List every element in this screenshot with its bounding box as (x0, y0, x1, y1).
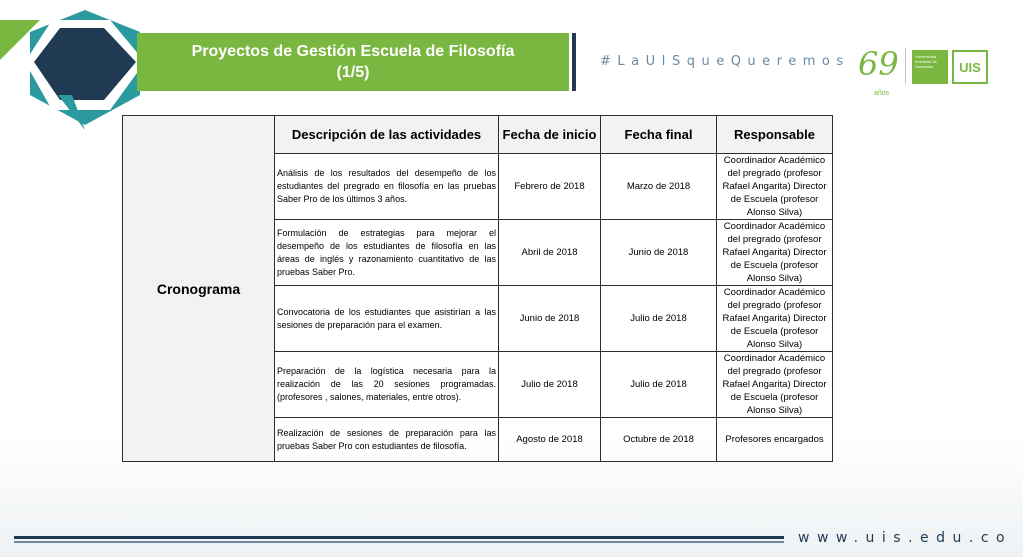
header-end-date: Fecha final (601, 116, 717, 154)
footer-line-dark (14, 536, 784, 539)
title-accent-bar (572, 33, 576, 91)
row-start-date: Junio de 2018 (499, 286, 601, 352)
row-end-date: Julio de 2018 (601, 286, 717, 352)
schedule-table-container (122, 115, 833, 462)
row-description: Preparación de la logística necesaria para la realización de las 20 sesiones programadas. (profesores , salones, materiales, entre otros). (275, 352, 499, 418)
university-name-logo: Universidad Industrial de Santander (912, 50, 948, 84)
row-responsible: Coordinador Académico del pregrado (profesor Rafael Angarita) Director de Escuela (profesor Alonso Silva) (717, 154, 833, 220)
hashtag-text: #LaUISqueQueremos (600, 54, 850, 69)
row-responsible: Coordinador Académico del pregrado (profesor Rafael Angarita) Director de Escuela (profesor Alonso Silva) (717, 352, 833, 418)
row-description: Realización de sesiones de preparación para las pruebas Saber Pro con estudiantes de filosofía. (275, 418, 499, 462)
header-description: Descripción de las actividades (275, 116, 499, 154)
row-start-date: Agosto de 2018 (499, 418, 601, 462)
uis-logo: UIS (952, 50, 988, 84)
footer-url: www.uis.edu.co (798, 530, 1013, 546)
row-end-date: Junio de 2018 (601, 220, 717, 286)
cronograma-label: Cronograma (123, 116, 275, 462)
row-responsible: Coordinador Académico del pregrado (profesor Rafael Angarita) Director de Escuela (profesor Alonso Silva) (717, 220, 833, 286)
row-responsible: Coordinador Académico del pregrado (profesor Rafael Angarita) Director de Escuela (profesor Alonso Silva) (717, 286, 833, 352)
header-responsible: Responsable (717, 116, 833, 154)
row-responsible: Profesores encargados (717, 418, 833, 462)
footer-line-light (14, 541, 784, 543)
row-description: Formulación de estrategias para mejorar el desempeño de los estudiantes de filosofía en las áreas de inglés y razonamiento cuantitativo de las pruebas Saber Pro. (275, 220, 499, 286)
anniversary-number: 69 (858, 45, 899, 83)
row-start-date: Febrero de 2018 (499, 154, 601, 220)
row-end-date: Octubre de 2018 (601, 418, 717, 462)
header-start-date: Fecha de inicio (499, 116, 601, 154)
row-description: Análisis de los resultados del desempeño de los estudiantes del pregrado en filosofía en las pruebas Saber Pro de los últimos 3 años. (275, 154, 499, 220)
slide-title-line1: Proyectos de Gestión Escuela de Filosofía (191, 43, 515, 60)
table-header-row (123, 116, 833, 154)
schedule-table (122, 115, 833, 462)
logo-separator (905, 48, 906, 84)
row-end-date: Marzo de 2018 (601, 154, 717, 220)
anniversary-logo (858, 45, 908, 97)
slide-title (137, 33, 569, 91)
row-end-date: Julio de 2018 (601, 352, 717, 418)
anniversary-word: años (874, 90, 890, 97)
row-start-date: Julio de 2018 (499, 352, 601, 418)
row-start-date: Abril de 2018 (499, 220, 601, 286)
row-description: Convocatoria de los estudiantes que asistirían a las sesiones de preparación para el examen. (275, 286, 499, 352)
slide-title-line2: (1/5) (336, 64, 370, 81)
